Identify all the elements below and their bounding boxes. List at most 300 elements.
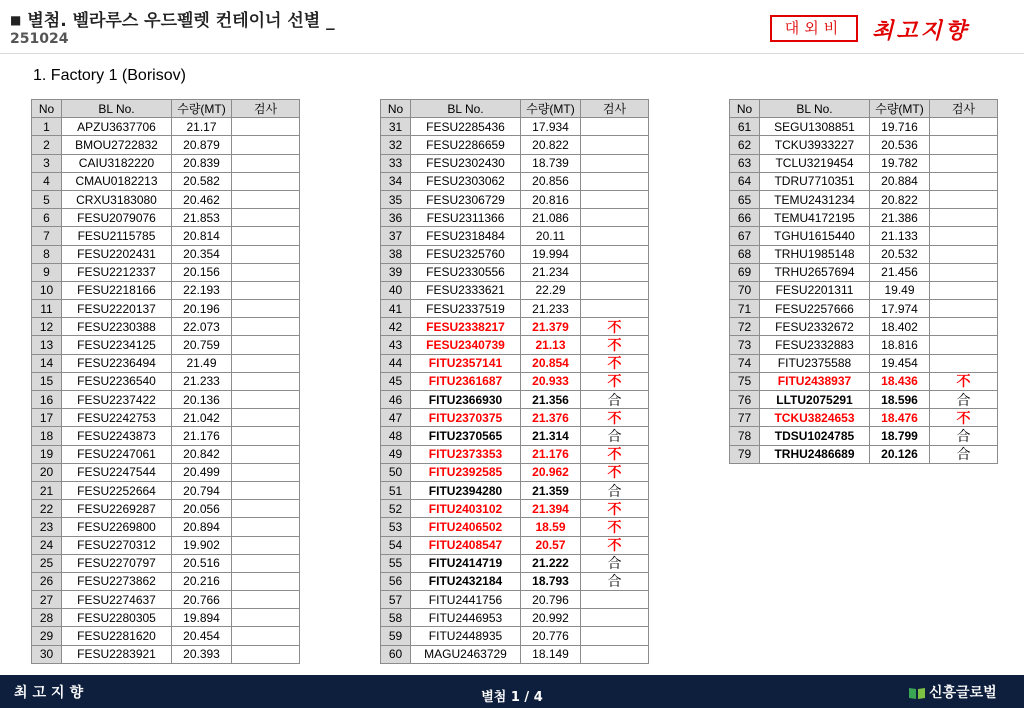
col-inspection-cell: 不	[581, 536, 649, 554]
col-no-cell: 33	[381, 154, 411, 172]
col-no-cell: 3	[32, 154, 62, 172]
table-row	[32, 645, 300, 663]
table-row	[381, 500, 649, 518]
table-row	[730, 263, 998, 281]
col-no-cell: 79	[730, 445, 760, 463]
col-inspection-cell	[232, 391, 300, 409]
col-inspection-cell	[232, 427, 300, 445]
col-inspection-cell: 不	[930, 409, 998, 427]
table-row	[730, 391, 998, 409]
col-inspection-cell	[232, 281, 300, 299]
col-quantity-cell: 20.822	[870, 190, 930, 208]
col-inspection-cell	[232, 318, 300, 336]
col-quantity-cell: 17.934	[521, 118, 581, 136]
col-bl-no-cell: FESU2269800	[62, 518, 172, 536]
col-quantity-cell: 18.799	[870, 427, 930, 445]
col-inspection-cell	[232, 536, 300, 554]
table-row	[32, 518, 300, 536]
col-bl-no-cell: CAIU3182220	[62, 154, 172, 172]
col-no-cell: 38	[381, 245, 411, 263]
col-quantity-cell: 21.853	[172, 209, 232, 227]
col-bl-no-cell: FESU2302430	[411, 154, 521, 172]
col-quantity-cell: 20.57	[521, 536, 581, 554]
table-row	[381, 318, 649, 336]
col-inspection-cell: 合	[930, 445, 998, 463]
table-row	[32, 354, 300, 372]
col-inspection-cell	[581, 227, 649, 245]
col-inspection-cell	[232, 300, 300, 318]
col-inspection-cell	[930, 172, 998, 190]
col-quantity-cell: 20.884	[870, 172, 930, 190]
col-no-cell: 64	[730, 172, 760, 190]
container-table-3	[729, 99, 998, 464]
table-row	[32, 336, 300, 354]
table-row	[381, 609, 649, 627]
table-row	[381, 645, 649, 663]
col-bl-no-cell: FESU2243873	[62, 427, 172, 445]
col-bl-no-cell: FESU2247061	[62, 445, 172, 463]
col-quantity-cell: 20.056	[172, 500, 232, 518]
table-row	[381, 245, 649, 263]
col-no-cell: 16	[32, 391, 62, 409]
col-no-header: No	[730, 100, 760, 118]
col-no-cell: 27	[32, 591, 62, 609]
table-header-row	[381, 100, 649, 118]
col-inspection-cell	[232, 172, 300, 190]
table-row	[730, 118, 998, 136]
bullet-square-icon: ■	[10, 13, 22, 27]
table-row	[730, 136, 998, 154]
col-bl-no-cell: FESU2274637	[62, 591, 172, 609]
table-row	[381, 300, 649, 318]
col-inspection-cell	[930, 354, 998, 372]
col-quantity-cell: 20.454	[172, 627, 232, 645]
table-row	[381, 354, 649, 372]
col-inspection-cell	[581, 136, 649, 154]
col-no-cell: 13	[32, 336, 62, 354]
col-no-cell: 68	[730, 245, 760, 263]
company-logo	[908, 682, 997, 704]
col-bl-no-cell: TDSU1024785	[760, 427, 870, 445]
col-quantity-cell: 21.49	[172, 354, 232, 372]
col-inspection-cell	[581, 591, 649, 609]
col-inspection-cell	[232, 572, 300, 590]
col-bl-no-cell: FESU2270312	[62, 536, 172, 554]
col-no-cell: 48	[381, 427, 411, 445]
col-no-cell: 50	[381, 463, 411, 481]
col-inspection-cell	[581, 118, 649, 136]
table-row	[32, 591, 300, 609]
col-bl-no-cell: FESU2270797	[62, 554, 172, 572]
col-quantity-cell: 19.894	[172, 609, 232, 627]
col-inspection-header: 검사	[581, 100, 649, 118]
col-inspection-cell	[930, 136, 998, 154]
table-row	[381, 227, 649, 245]
col-quantity-cell: 21.386	[870, 209, 930, 227]
col-bl-no-cell: FESU2281620	[62, 627, 172, 645]
col-bl-no-cell: FITU2448935	[411, 627, 521, 645]
col-bl-no-cell: FITU2366930	[411, 391, 521, 409]
table-row	[381, 391, 649, 409]
table-row	[381, 518, 649, 536]
col-no-cell: 10	[32, 281, 62, 299]
col-quantity-cell: 20.354	[172, 245, 232, 263]
table-row	[32, 427, 300, 445]
table-row	[381, 136, 649, 154]
col-bl-no-header: BL No.	[62, 100, 172, 118]
col-bl-no-cell: FESU2212337	[62, 263, 172, 281]
col-no-cell: 40	[381, 281, 411, 299]
col-bl-no-header: BL No.	[411, 100, 521, 118]
col-bl-no-cell: FESU2285436	[411, 118, 521, 136]
col-quantity-cell: 20.136	[172, 391, 232, 409]
col-bl-no-cell: FESU2230388	[62, 318, 172, 336]
table-row	[381, 409, 649, 427]
col-quantity-cell: 22.29	[521, 281, 581, 299]
col-quantity-cell: 21.314	[521, 427, 581, 445]
col-quantity-cell: 20.814	[172, 227, 232, 245]
table-header-row	[730, 100, 998, 118]
col-quantity-cell: 18.476	[870, 409, 930, 427]
col-inspection-cell	[232, 463, 300, 481]
table-row	[381, 263, 649, 281]
table-header-row	[32, 100, 300, 118]
col-no-cell: 8	[32, 245, 62, 263]
table-row	[32, 190, 300, 208]
table-row	[730, 336, 998, 354]
confidential-badge: 대외비	[770, 15, 858, 42]
table-row	[32, 627, 300, 645]
col-inspection-cell: 不	[581, 372, 649, 390]
col-quantity-cell: 20.766	[172, 591, 232, 609]
table-row	[730, 172, 998, 190]
table-row	[381, 118, 649, 136]
col-no-cell: 19	[32, 445, 62, 463]
col-no-cell: 70	[730, 281, 760, 299]
col-bl-no-cell: FITU2408547	[411, 536, 521, 554]
col-inspection-cell: 合	[930, 391, 998, 409]
table-row	[381, 372, 649, 390]
col-inspection-cell: 不	[581, 445, 649, 463]
col-inspection-cell: 不	[581, 336, 649, 354]
col-quantity-cell: 20.516	[172, 554, 232, 572]
col-quantity-cell: 20.11	[521, 227, 581, 245]
col-bl-no-cell: TCKU3933227	[760, 136, 870, 154]
col-no-cell: 24	[32, 536, 62, 554]
col-inspection-cell	[232, 481, 300, 499]
col-bl-no-cell: FESU2273862	[62, 572, 172, 590]
col-quantity-cell: 20.216	[172, 572, 232, 590]
col-quantity-cell: 18.596	[870, 391, 930, 409]
col-no-cell: 23	[32, 518, 62, 536]
col-inspection-cell	[232, 591, 300, 609]
col-bl-no-cell: FESU2234125	[62, 336, 172, 354]
col-inspection-cell	[232, 136, 300, 154]
col-bl-no-cell: SEGU1308851	[760, 118, 870, 136]
table-row	[381, 572, 649, 590]
col-inspection-cell	[930, 318, 998, 336]
col-no-cell: 73	[730, 336, 760, 354]
col-no-cell: 60	[381, 645, 411, 663]
col-bl-no-cell: LLTU2075291	[760, 391, 870, 409]
col-inspection-cell	[232, 245, 300, 263]
table-row	[381, 190, 649, 208]
col-no-cell: 77	[730, 409, 760, 427]
table-row	[730, 354, 998, 372]
col-inspection-cell	[930, 209, 998, 227]
table-row	[381, 154, 649, 172]
col-no-cell: 32	[381, 136, 411, 154]
table-row	[730, 209, 998, 227]
col-quantity-cell: 20.794	[172, 481, 232, 499]
col-no-cell: 31	[381, 118, 411, 136]
col-bl-no-cell: FESU2311366	[411, 209, 521, 227]
table-row	[32, 227, 300, 245]
col-bl-no-cell: TEMU4172195	[760, 209, 870, 227]
table-row	[32, 481, 300, 499]
col-bl-no-cell: FESU2242753	[62, 409, 172, 427]
col-bl-no-cell: FITU2392585	[411, 463, 521, 481]
col-inspection-cell	[232, 554, 300, 572]
col-quantity-cell: 18.436	[870, 372, 930, 390]
col-bl-no-cell: CMAU0182213	[62, 172, 172, 190]
col-bl-no-cell: FESU2333621	[411, 281, 521, 299]
col-inspection-cell	[232, 518, 300, 536]
col-no-cell: 72	[730, 318, 760, 336]
col-bl-no-header: BL No.	[760, 100, 870, 118]
col-bl-no-cell: FITU2394280	[411, 481, 521, 499]
col-quantity-cell: 18.739	[521, 154, 581, 172]
col-quantity-cell: 18.793	[521, 572, 581, 590]
col-inspection-cell	[581, 609, 649, 627]
col-bl-no-cell: TRHU1985148	[760, 245, 870, 263]
col-inspection-cell	[232, 500, 300, 518]
footer-slogan: 최고지향	[14, 685, 89, 701]
col-inspection-cell: 不	[581, 354, 649, 372]
col-no-cell: 58	[381, 609, 411, 627]
col-no-cell: 75	[730, 372, 760, 390]
col-no-cell: 53	[381, 518, 411, 536]
col-quantity-header: 수량(MT)	[172, 100, 232, 118]
col-inspection-cell	[232, 263, 300, 281]
col-inspection-cell: 不	[581, 409, 649, 427]
col-no-cell: 51	[381, 481, 411, 499]
col-quantity-cell: 20.776	[521, 627, 581, 645]
col-bl-no-cell: FESU2115785	[62, 227, 172, 245]
col-no-cell: 46	[381, 391, 411, 409]
col-bl-no-cell: FESU2325760	[411, 245, 521, 263]
table-row	[730, 227, 998, 245]
col-bl-no-cell: FESU2332672	[760, 318, 870, 336]
col-quantity-cell: 18.816	[870, 336, 930, 354]
col-quantity-cell: 18.149	[521, 645, 581, 663]
col-quantity-header: 수량(MT)	[870, 100, 930, 118]
col-no-cell: 9	[32, 263, 62, 281]
col-inspection-cell	[930, 154, 998, 172]
col-bl-no-cell: FITU2370565	[411, 427, 521, 445]
col-inspection-cell	[581, 190, 649, 208]
col-bl-no-cell: FITU2375588	[760, 354, 870, 372]
col-bl-no-cell: FESU2236494	[62, 354, 172, 372]
col-no-cell: 34	[381, 172, 411, 190]
col-no-cell: 12	[32, 318, 62, 336]
table-row	[730, 445, 998, 463]
col-no-cell: 43	[381, 336, 411, 354]
col-bl-no-cell: FESU2340739	[411, 336, 521, 354]
table-row	[381, 445, 649, 463]
col-bl-no-cell: FESU2306729	[411, 190, 521, 208]
col-quantity-cell: 19.49	[870, 281, 930, 299]
header-divider	[0, 53, 1024, 54]
col-quantity-cell: 20.839	[172, 154, 232, 172]
col-no-cell: 56	[381, 572, 411, 590]
table-row	[730, 190, 998, 208]
col-quantity-cell: 20.196	[172, 300, 232, 318]
col-quantity-cell: 19.902	[172, 536, 232, 554]
col-quantity-cell: 19.454	[870, 354, 930, 372]
col-bl-no-cell: FESU2236540	[62, 372, 172, 390]
col-quantity-cell: 20.822	[521, 136, 581, 154]
col-inspection-cell	[232, 118, 300, 136]
col-inspection-cell	[232, 627, 300, 645]
col-bl-no-cell: FITU2373353	[411, 445, 521, 463]
col-quantity-cell: 19.782	[870, 154, 930, 172]
col-no-cell: 15	[32, 372, 62, 390]
col-bl-no-cell: FITU2370375	[411, 409, 521, 427]
col-quantity-cell: 17.974	[870, 300, 930, 318]
col-bl-no-cell: TGHU1615440	[760, 227, 870, 245]
col-no-cell: 41	[381, 300, 411, 318]
table-row	[730, 281, 998, 299]
col-quantity-cell: 20.842	[172, 445, 232, 463]
col-no-cell: 5	[32, 190, 62, 208]
col-bl-no-cell: FESU2247544	[62, 463, 172, 481]
col-bl-no-cell: FESU2220137	[62, 300, 172, 318]
table-row	[32, 136, 300, 154]
table-row	[381, 172, 649, 190]
col-bl-no-cell: FESU2332883	[760, 336, 870, 354]
col-bl-no-cell: APZU3637706	[62, 118, 172, 136]
col-no-cell: 61	[730, 118, 760, 136]
col-inspection-cell	[930, 227, 998, 245]
col-bl-no-cell: FESU2269287	[62, 500, 172, 518]
col-quantity-cell: 19.716	[870, 118, 930, 136]
col-inspection-cell: 不	[930, 372, 998, 390]
col-no-cell: 30	[32, 645, 62, 663]
table-row	[381, 536, 649, 554]
table-row	[32, 209, 300, 227]
col-no-cell: 42	[381, 318, 411, 336]
col-bl-no-cell: FESU2330556	[411, 263, 521, 281]
col-no-cell: 1	[32, 118, 62, 136]
document-date: 251024	[10, 31, 69, 47]
col-bl-no-cell: CRXU3183080	[62, 190, 172, 208]
table-row	[32, 281, 300, 299]
col-quantity-cell: 20.759	[172, 336, 232, 354]
col-no-cell: 65	[730, 190, 760, 208]
col-quantity-cell: 22.073	[172, 318, 232, 336]
col-no-cell: 55	[381, 554, 411, 572]
col-no-cell: 35	[381, 190, 411, 208]
col-inspection-cell: 合	[581, 554, 649, 572]
col-no-header: No	[381, 100, 411, 118]
col-quantity-cell: 20.582	[172, 172, 232, 190]
col-inspection-cell: 不	[581, 518, 649, 536]
col-quantity-cell: 21.356	[521, 391, 581, 409]
col-quantity-cell: 21.133	[870, 227, 930, 245]
col-quantity-cell: 21.379	[521, 318, 581, 336]
col-inspection-cell: 合	[581, 481, 649, 499]
col-bl-no-cell: TCKU3824653	[760, 409, 870, 427]
col-inspection-cell	[232, 154, 300, 172]
col-bl-no-cell: TDRU7710351	[760, 172, 870, 190]
col-no-cell: 63	[730, 154, 760, 172]
col-bl-no-cell: FESU2337519	[411, 300, 521, 318]
col-bl-no-cell: TRHU2486689	[760, 445, 870, 463]
table-row	[730, 154, 998, 172]
table-row	[381, 427, 649, 445]
col-inspection-cell: 合	[581, 572, 649, 590]
col-quantity-cell: 20.992	[521, 609, 581, 627]
col-bl-no-cell: FESU2280305	[62, 609, 172, 627]
col-no-cell: 39	[381, 263, 411, 281]
col-quantity-cell: 20.962	[521, 463, 581, 481]
table-row	[32, 318, 300, 336]
table-row	[32, 572, 300, 590]
col-quantity-cell: 20.856	[521, 172, 581, 190]
col-no-cell: 21	[32, 481, 62, 499]
col-no-cell: 26	[32, 572, 62, 590]
col-quantity-cell: 21.176	[521, 445, 581, 463]
col-inspection-cell	[232, 227, 300, 245]
company-name: 신흥글로벌	[929, 685, 997, 701]
col-bl-no-cell: FITU2438937	[760, 372, 870, 390]
table-row	[730, 318, 998, 336]
col-quantity-cell: 20.126	[870, 445, 930, 463]
table-row	[32, 409, 300, 427]
col-bl-no-cell: FESU2201311	[760, 281, 870, 299]
col-bl-no-cell: TEMU2431234	[760, 190, 870, 208]
col-inspection-cell	[930, 336, 998, 354]
col-inspection-cell: 合	[930, 427, 998, 445]
col-inspection-cell	[232, 336, 300, 354]
table-row	[730, 409, 998, 427]
col-bl-no-cell: FESU2218166	[62, 281, 172, 299]
col-inspection-cell	[232, 645, 300, 663]
col-no-cell: 2	[32, 136, 62, 154]
col-quantity-cell: 21.359	[521, 481, 581, 499]
col-quantity-cell: 21.086	[521, 209, 581, 227]
col-bl-no-cell: FITU2432184	[411, 572, 521, 590]
table-row	[381, 627, 649, 645]
col-quantity-cell: 21.233	[172, 372, 232, 390]
col-quantity-cell: 20.879	[172, 136, 232, 154]
col-bl-no-cell: BMOU2722832	[62, 136, 172, 154]
table-row	[32, 445, 300, 463]
col-inspection-header: 검사	[232, 100, 300, 118]
table-row	[32, 172, 300, 190]
section-title: 1. Factory 1 (Borisov)	[33, 67, 186, 84]
col-bl-no-cell: MAGU2463729	[411, 645, 521, 663]
col-no-header: No	[32, 100, 62, 118]
col-quantity-cell: 20.499	[172, 463, 232, 481]
table-row	[381, 336, 649, 354]
col-no-cell: 17	[32, 409, 62, 427]
col-bl-no-cell: FITU2357141	[411, 354, 521, 372]
col-no-cell: 47	[381, 409, 411, 427]
table-row	[32, 263, 300, 281]
col-no-cell: 11	[32, 300, 62, 318]
